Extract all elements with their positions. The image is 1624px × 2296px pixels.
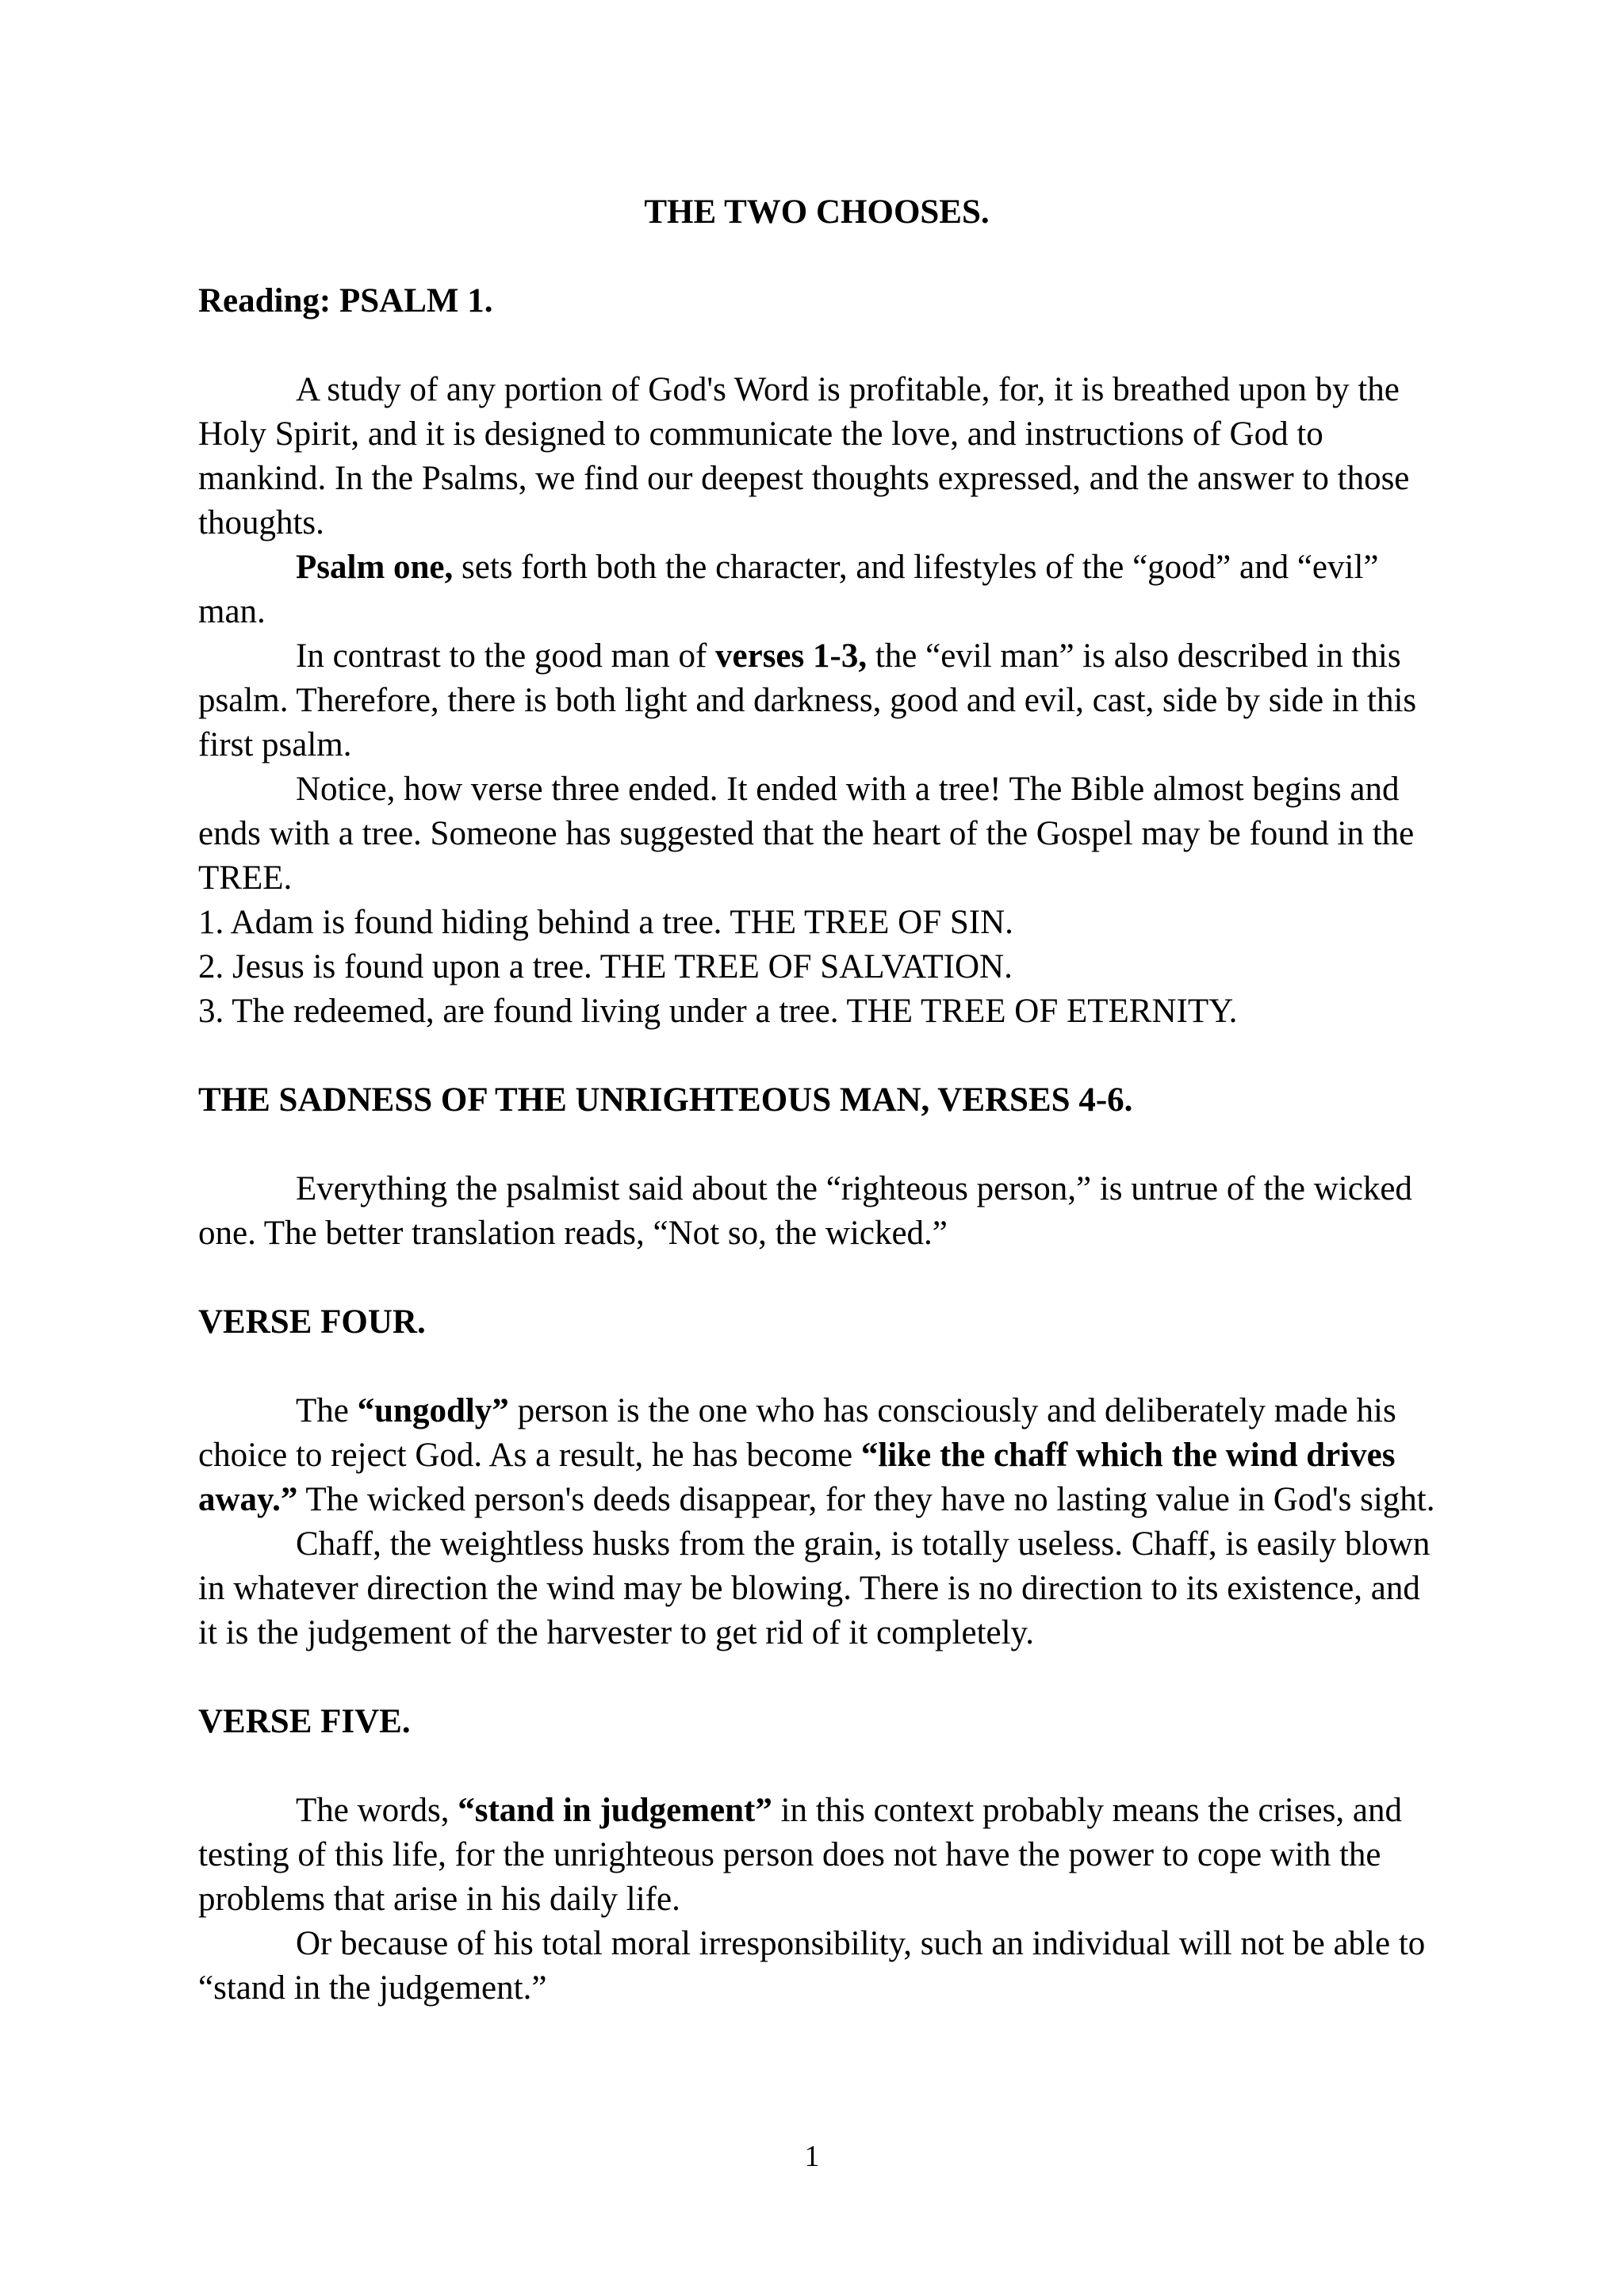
- intro-paragraph-2: [198, 545, 1435, 634]
- bold-phrase: Psalm one,: [296, 549, 454, 586]
- bold-phrase: “ungodly”: [357, 1392, 509, 1429]
- paragraph-text: The wicked person's deeds disappear, for they have no lasting value in God's sight.: [297, 1481, 1435, 1518]
- paragraph-text: in this context probably means the crises, and testing of this life, for the unrighteous person does not have the power to cope with the problems that arise in his daily life.: [198, 1792, 1402, 1918]
- bold-phrase: “stand in judgement”: [458, 1792, 772, 1829]
- paragraph-text: The: [296, 1392, 358, 1429]
- verse-five-heading: VERSE FIVE.: [198, 1703, 411, 1740]
- reading-line: Reading: PSALM 1.: [198, 282, 493, 320]
- section-heading: THE SADNESS OF THE UNRIGHTEOUS MAN, VERSES 4-6.: [198, 1081, 1133, 1119]
- bold-phrase: verses 1-3,: [715, 637, 868, 675]
- verse-five-paragraph-1: [198, 1789, 1435, 1922]
- tree-list-item-2: 2. Jesus is found upon a tree. THE TREE OF SALVATION.: [198, 948, 1013, 985]
- page-number: 1: [804, 2140, 820, 2173]
- intro-paragraph-4: Notice, how verse three ended. It ended with a tree! The Bible almost begins and ends with a tree. Someone has suggested that the heart of the Gospel may be found in the TREE.: [198, 771, 1415, 897]
- verse-four-paragraph-1: [198, 1389, 1435, 1522]
- intro-paragraph-3: [198, 634, 1435, 767]
- paragraph-text: In contrast to the good man of: [296, 637, 716, 675]
- bold-phrase: “like the chaff which the wind drives away.”: [198, 1437, 1396, 1518]
- paragraph-text: The words,: [296, 1792, 458, 1829]
- verse-four-paragraph-2: Chaff, the weightless husks from the grain, is totally useless. Chaff, is easily blown in whatever direction the wind may be blowing. There is no direction to its existence, and it is the judgement of the harvester to get rid of it completely.: [198, 1525, 1431, 1651]
- verse-five-paragraph-2: Or because of his total moral irresponsibility, such an individual will not be able to “stand in the judgement.”: [198, 1925, 1426, 2007]
- paragraph-text: person is the one who has consciously and deliberately made his choice to reject God. As a result, he has become: [198, 1392, 1396, 1474]
- paragraph-text: the “evil man” is also described in this psalm. Therefore, there is both light and darkness, good and evil, cast, side by side in this first psalm.: [198, 637, 1417, 763]
- verse-four-heading: VERSE FOUR.: [198, 1303, 426, 1341]
- paragraph-text: sets forth both the character, and lifestyles of the “good” and “evil” man.: [198, 549, 1379, 630]
- document-title: THE TWO CHOOSES.: [644, 193, 990, 231]
- section-paragraph: Everything the psalmist said about the “righteous person,” is untrue of the wicked one. The better translation reads, “Not so, the wicked.”: [198, 1170, 1412, 1252]
- document-body: [198, 190, 1435, 2011]
- tree-list-item-3: 3. The redeemed, are found living under a tree. THE TREE OF ETERNITY.: [198, 993, 1238, 1030]
- intro-paragraph-1: A study of any portion of God's Word is profitable, for, it is breathed upon by the Holy Spirit, and it is designed to communicate the love, and instructions of God to mankind. In the Psalms, we find our deepest thoughts expressed, and the answer to those thoughts.: [198, 371, 1410, 541]
- tree-list-item-1: 1. Adam is found hiding behind a tree. THE TREE OF SIN.: [198, 904, 1013, 941]
